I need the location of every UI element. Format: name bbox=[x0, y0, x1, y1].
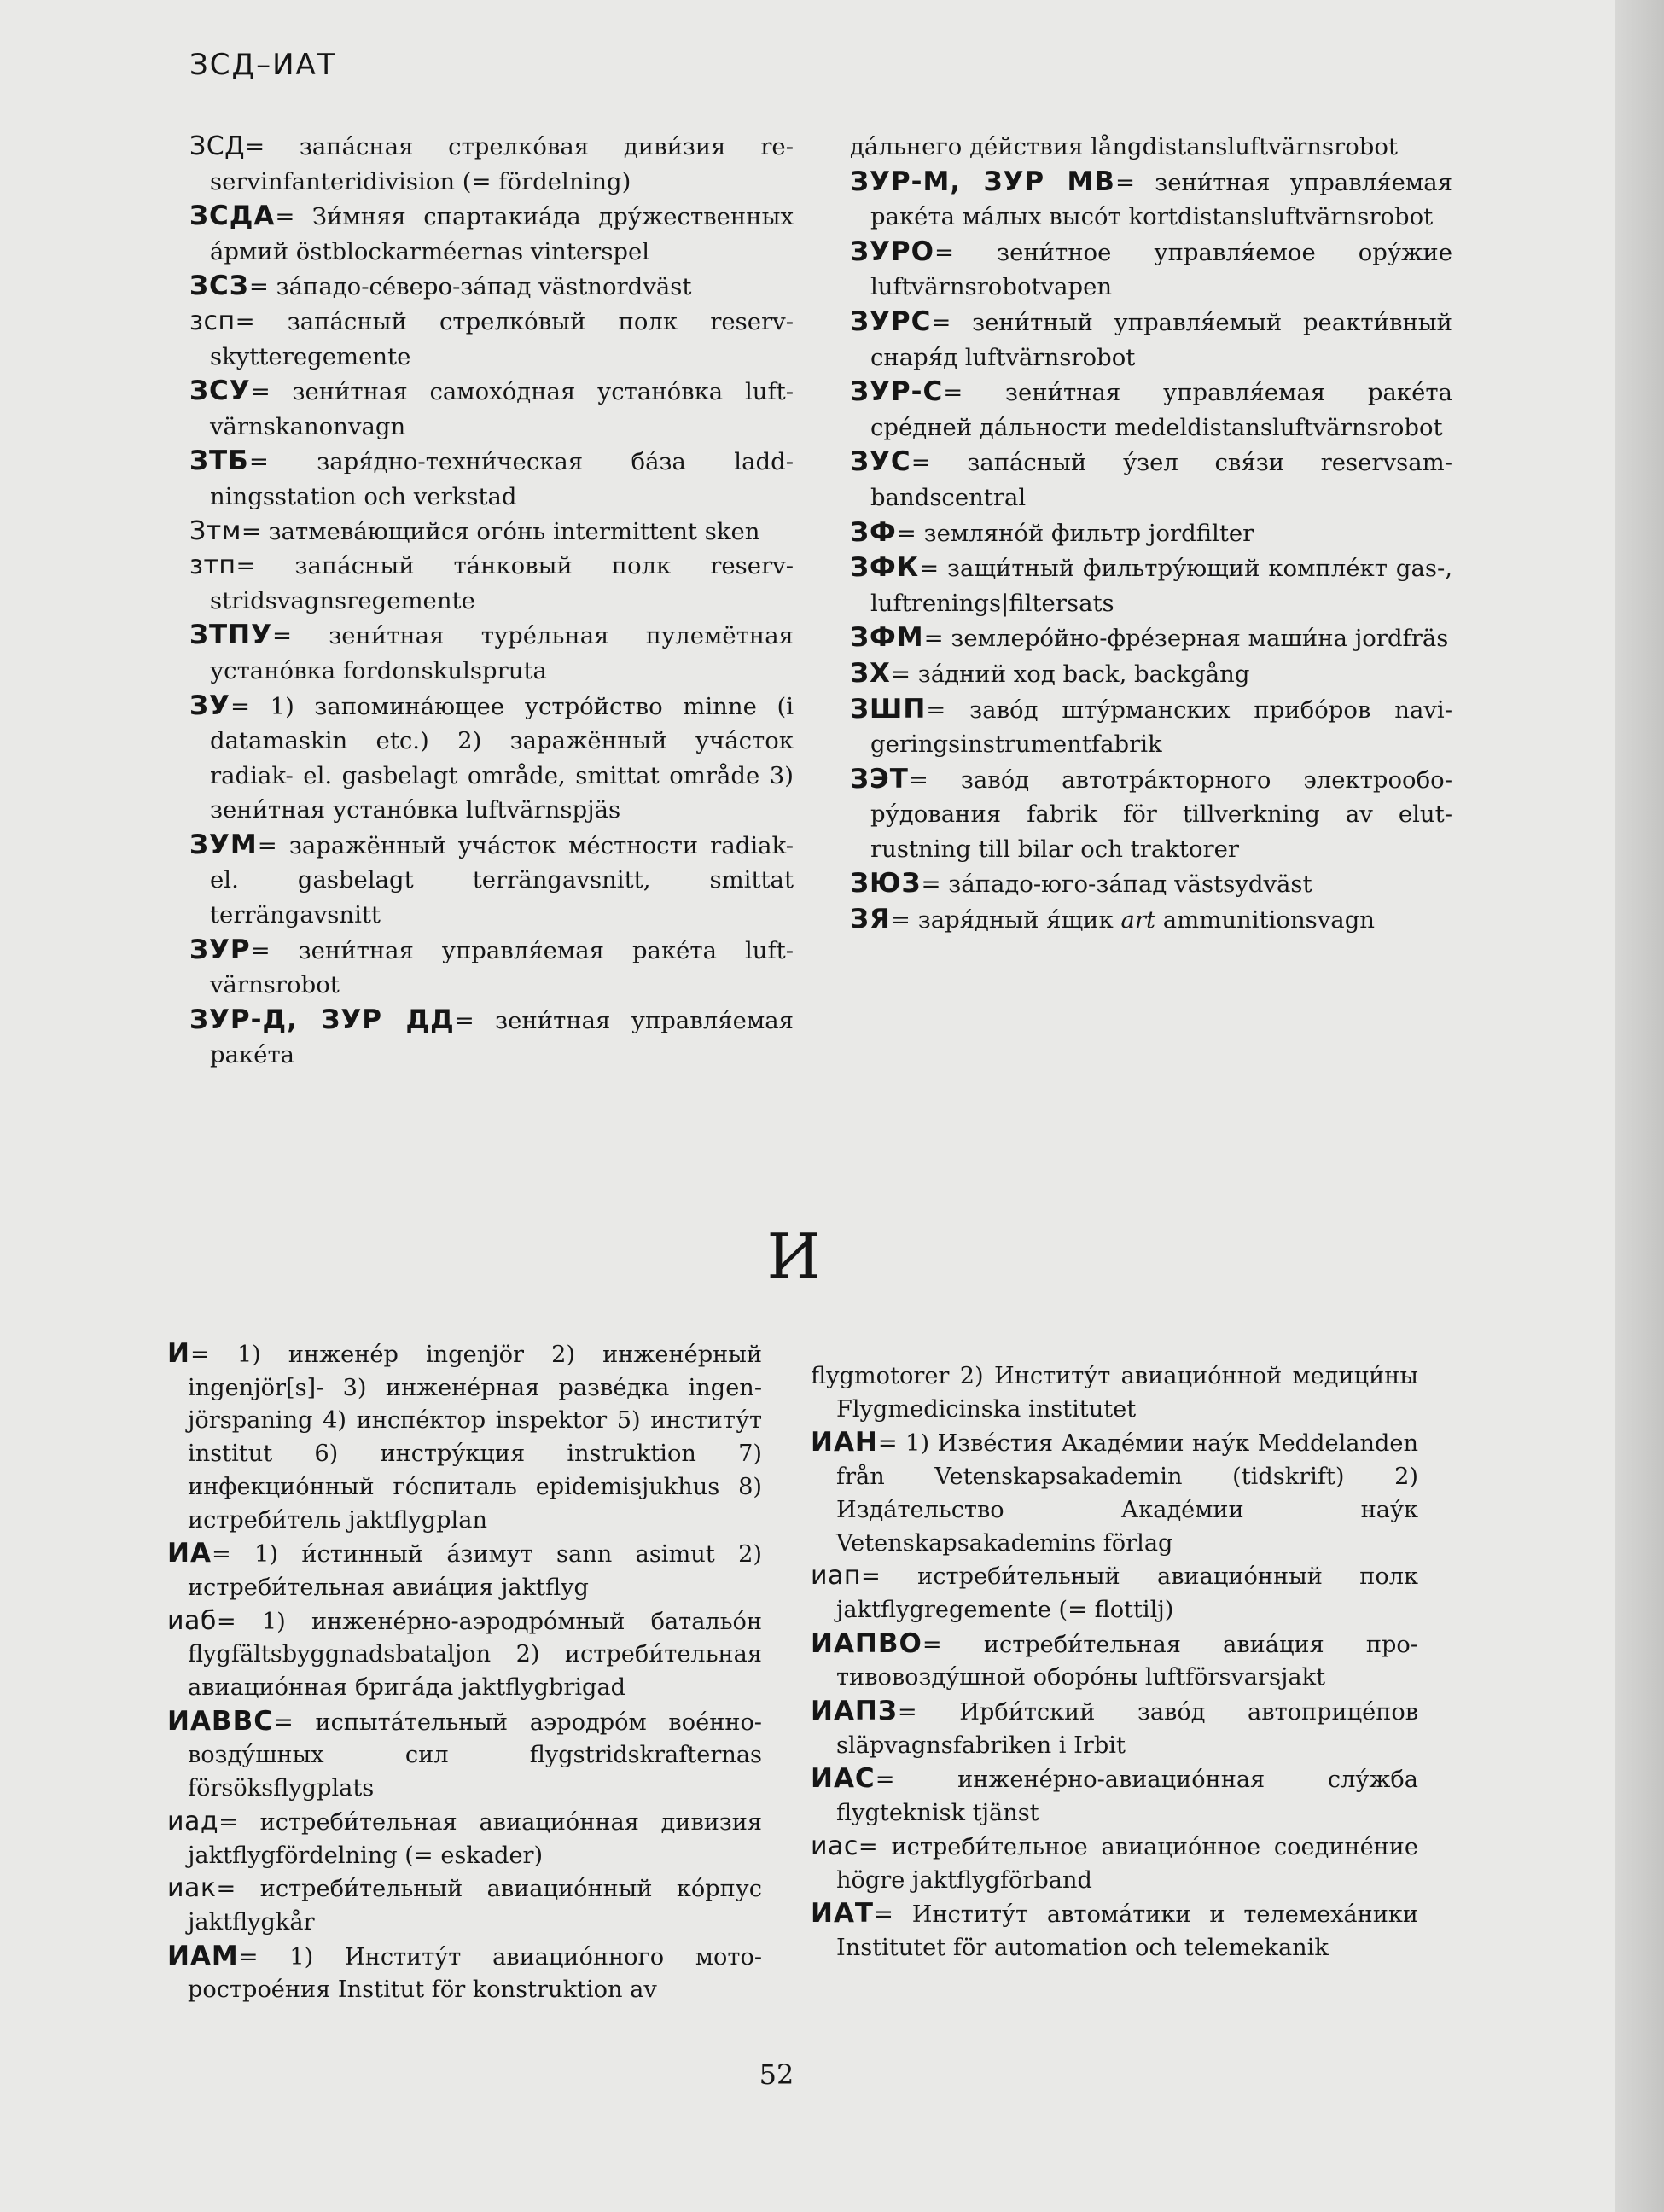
entry-definition: = 1) запомина́ющее устро́йство minne (i datamaskin etc.) 2) заражённый уча́сток radiak- el. gasbelagt område, smittat område 3) зени́тная устано́вка luftvärnspjäs bbox=[210, 692, 794, 824]
entry-headword: ИА bbox=[167, 1538, 212, 1569]
entry-headword: ЗСЗ bbox=[189, 271, 249, 302]
entry-definition: = испыта́тельный аэродро́м вое́нно-возду́шных сил flygstridskrafternas försöksflygplats bbox=[188, 1708, 762, 1802]
dictionary-entry bbox=[167, 1337, 762, 1537]
entry-headword: ЗШП bbox=[850, 693, 927, 725]
dictionary-entry bbox=[811, 1426, 1418, 1560]
entry-definition: = 1) Изве́стия Акаде́мии нау́к Meddelanden från Vetenskapsakademin (tidskrift) 2) Изда́тельство Акаде́мии нау́к Vetenskapsakademins förlag bbox=[836, 1430, 1418, 1557]
entry-definition: = за́падо-се́веро-за́пад västnordväst bbox=[248, 273, 692, 301]
dictionary-entry bbox=[189, 689, 794, 828]
dictionary-entry bbox=[167, 1537, 762, 1604]
entry-headword: иак bbox=[167, 1873, 217, 1904]
dictionary-entry bbox=[811, 1897, 1418, 1965]
entry-definition: = зени́тная управля́емая ракéта luftvärnsrobot bbox=[210, 936, 794, 999]
entry-definition: = запа́сный у́зел свя́зи reservsambandscentral bbox=[870, 449, 1452, 511]
dictionary-entry bbox=[189, 374, 794, 444]
entry-headword: ИАН bbox=[811, 1427, 878, 1458]
entry-definition: = истреби́тельная авиа́ция противовозду́шной оборо́ны luftförsvarsjakt bbox=[836, 1631, 1418, 1691]
dictionary-entry bbox=[850, 550, 1452, 620]
dictionary-entry bbox=[850, 656, 1452, 692]
entry-headword: ЗСДА bbox=[189, 201, 276, 232]
page-edge-shadow bbox=[1615, 0, 1664, 2212]
entry-headword: зсп bbox=[189, 306, 236, 336]
entry-definition: = за́падо-юго-за́пад västsydväst bbox=[921, 870, 1312, 899]
entry-definition: = Ирби́тский заво́д автоприце́пов släpvagnsfabriken i Irbit bbox=[836, 1699, 1418, 1759]
entry-translation: ammunitionsvagn bbox=[1162, 906, 1376, 934]
dictionary-entry bbox=[811, 1762, 1418, 1830]
entry-headword: ИАПВО bbox=[811, 1627, 922, 1659]
dictionary-entry bbox=[189, 199, 794, 269]
entry-definition: = зени́тная управля́емая раке́та сре́дней да́льности medeldistansluftvärnsrobot bbox=[870, 379, 1452, 441]
entry-headword: ЗУ bbox=[189, 690, 230, 721]
entry-definition: = истреби́тельный авиацио́нный ко́рпус jaktflygkår bbox=[188, 1876, 762, 1936]
dictionary-entry bbox=[850, 375, 1452, 445]
entry-headword: ЗУМ bbox=[189, 829, 258, 860]
entry-definition: = зени́тная управля́емая раке́та bbox=[210, 1006, 794, 1069]
entry-definition: = зени́тная управля́емая раке́та ма́лых высо́т kortdistansluftvärnsrobot bbox=[870, 168, 1452, 231]
entry-headword: ЗУРС bbox=[850, 306, 932, 337]
entry-headword: Зтм bbox=[189, 515, 241, 546]
entry-definition: = 1) инжене́рно-аэродро́мный батальо́н flygfältsbyggnadsbataljon 2) истреби́тельная авиацио́нная брига́да jaktflygbrigad bbox=[188, 1608, 762, 1702]
entry-definition: = истреби́тельное авиацио́нное соедине́ние högre jaktflygförband bbox=[836, 1833, 1418, 1894]
entry-definition: = Институ́т автома́тики и телемеха́ники Institutet för automation och telemekanik bbox=[836, 1901, 1418, 1961]
dictionary-entry bbox=[189, 444, 794, 514]
entry-headword: ЗУР-С bbox=[850, 376, 944, 408]
dictionary-entry bbox=[189, 130, 794, 199]
dictionary-entry bbox=[811, 1695, 1418, 1762]
dictionary-entry bbox=[189, 549, 794, 618]
entry-definition: = землянóй фильтр jordfilter bbox=[896, 519, 1254, 547]
entry-headword: иас bbox=[811, 1831, 858, 1861]
dictionary-entry bbox=[167, 1872, 762, 1939]
entry-headword: ЗЮЗ bbox=[850, 868, 922, 899]
entry-definition: = зени́тный управля́емый реакти́вный снаря́д luftvärnsrobot bbox=[870, 308, 1452, 371]
dictionary-entry bbox=[850, 902, 1452, 938]
entry-headword: иап bbox=[811, 1561, 861, 1592]
entry-definition: = заво́д автотра́кторного электрообору́дования fabrik för tillverkning av elutrustning till bilar och traktorer bbox=[870, 765, 1452, 863]
entry-headword: ЗУС bbox=[850, 446, 911, 478]
entry-headword: зтп bbox=[189, 550, 236, 581]
entry-headword: ЗУРО bbox=[850, 236, 934, 267]
entry-definition: = истреби́тельный авиацио́нный полк jaktflygregemente (= flottilj) bbox=[836, 1563, 1418, 1623]
entry-definition: = зени́тная туре́льная пулемётная устано́вка fordonskulspruta bbox=[210, 622, 794, 684]
entry-headword: ЗФМ bbox=[850, 622, 924, 654]
column-bottom-right bbox=[811, 1360, 1418, 1965]
entry-definition: = зени́тная самохо́дная устано́вка luftvärnskanonvagn bbox=[210, 378, 794, 440]
entry-definition: = заво́д шту́рманских прибо́ров navigeringsinstrumentfabrik bbox=[870, 696, 1452, 759]
dictionary-entry bbox=[811, 1360, 1418, 1426]
dictionary-entry bbox=[850, 130, 1452, 165]
entry-definition: = запа́сная стрелко́вая диви́зия reservinfanteridivision (= fördelning) bbox=[210, 133, 794, 195]
entry-definition: = землеро́йно-фре́зерная маши́на jordfräs bbox=[923, 625, 1449, 653]
entry-headword: И bbox=[167, 1338, 190, 1369]
dictionary-entry bbox=[850, 692, 1452, 762]
column-bottom-left bbox=[167, 1337, 762, 2007]
dictionary-entry bbox=[850, 165, 1452, 235]
entry-headword: ЗСД bbox=[189, 131, 246, 161]
dictionary-entry bbox=[811, 1560, 1418, 1627]
entry-definition: = истреби́тельная авиацио́нная дивизия jaktflygfördelning (= eskader) bbox=[188, 1808, 762, 1869]
entry-headword: ИАТ bbox=[811, 1898, 875, 1930]
dictionary-entry bbox=[850, 305, 1452, 375]
entry-definition: = за́дний ход back, backgång bbox=[890, 660, 1250, 688]
running-head: ЗСД–ИАТ bbox=[189, 48, 337, 82]
entry-headword: ИАМ bbox=[167, 1940, 239, 1971]
dictionary-entry bbox=[167, 1806, 762, 1872]
entry-headword: ЗУР-Д, ЗУР ДД bbox=[189, 1004, 455, 1035]
page-number: 52 bbox=[759, 2058, 794, 2091]
entry-headword: ЗУР-М, ЗУР МВ bbox=[850, 166, 1115, 197]
entry-definition: flygmotorer 2) Институ́т авиацио́нной медици́ны Flygmedicinska institutet bbox=[811, 1363, 1418, 1423]
entry-definition: = зени́тное управля́емое ору́жие luftvärnsrobotvapen bbox=[870, 238, 1452, 301]
dictionary-entry bbox=[850, 515, 1452, 551]
column-top-left bbox=[189, 130, 794, 1073]
entry-definition: = 1) и́стинный а́зимут sann asimut 2) истреби́тельная авиа́ция jaktflyg bbox=[188, 1541, 762, 1601]
entry-headword: ИАВВС bbox=[167, 1705, 274, 1737]
entry-headword: ЗТПУ bbox=[189, 620, 273, 651]
entry-definition: = затмева́ющийся ого́нь intermittent sken bbox=[241, 517, 760, 545]
entry-definition: = заражённый уча́сток ме́стности radiak- el. gasbelagt terrängavsnitt, smittat terrängavsnitt bbox=[210, 831, 794, 929]
entry-definition: = Зи́мняя спартакиа́да дру́жественных а́рмий östblockarméernas vinterspel bbox=[210, 203, 794, 265]
dictionary-entry bbox=[167, 1705, 762, 1806]
entry-definition: да́льнего де́йствия långdistansluftvärnsrobot bbox=[850, 133, 1398, 160]
dictionary-entry bbox=[167, 1940, 762, 2007]
column-top-right bbox=[850, 130, 1452, 938]
entry-headword: ЗЭТ bbox=[850, 763, 909, 795]
entry-definition: = заря́дно-техни́ческая ба́за laddningsstation och verkstad bbox=[210, 448, 794, 510]
entry-headword: ИАС bbox=[811, 1763, 876, 1795]
entry-definition: = защи́тный фильтру́ющий компле́кт gas-, luftrenings|filtersats bbox=[870, 555, 1452, 617]
entry-headword: ЗФ bbox=[850, 516, 897, 548]
entry-definition: = заря́дный я́щик bbox=[890, 906, 1114, 934]
dictionary-entry bbox=[850, 762, 1452, 867]
entry-headword: ЗХ bbox=[850, 657, 891, 689]
dictionary-entry bbox=[189, 618, 794, 688]
dictionary-entry bbox=[811, 1831, 1418, 1897]
dictionary-entry bbox=[850, 235, 1452, 305]
entry-headword: иад bbox=[167, 1806, 219, 1837]
dictionary-entry bbox=[189, 269, 794, 305]
dictionary-entry bbox=[850, 620, 1452, 656]
dictionary-entry bbox=[167, 1605, 762, 1705]
section-letter: И bbox=[766, 1220, 821, 1292]
entry-headword: ЗУР bbox=[189, 934, 251, 965]
dictionary-entry bbox=[189, 305, 794, 374]
dictionary-entry bbox=[189, 1003, 794, 1073]
entry-definition: = инжене́рно-авиацио́нная слу́жба flygteknisk tjänst bbox=[836, 1767, 1418, 1827]
dictionary-entry bbox=[189, 515, 794, 550]
entry-headword: ЗЯ bbox=[850, 904, 891, 935]
dictionary-entry bbox=[850, 866, 1452, 902]
entry-headword: иаб bbox=[167, 1605, 217, 1636]
entry-headword: ЗФК bbox=[850, 552, 920, 584]
dictionary-entry bbox=[189, 933, 794, 1003]
dictionary-entry bbox=[850, 445, 1452, 515]
entry-domain-label: art bbox=[1120, 906, 1156, 934]
dictionary-entry bbox=[189, 828, 794, 933]
entry-definition: = запа́сный та́нковый полк reservstridsvagnsregemente bbox=[210, 552, 794, 614]
entry-headword: ЗСУ bbox=[189, 375, 251, 407]
entry-definition: = запа́сный стрелко́вый полк reservskytteregemente bbox=[210, 307, 794, 370]
entry-definition: = 1) инжене́р ingenjör 2) инжене́рный ingenjör[s]- 3) инжене́рная разве́дка ingenjörspaning 4) инспе́ктор inspektor 5) институ́т institut 6) инстру́кция instruktion 7) инфекцио́нный го́спиталь epidemisjukhus 8) истреби́тель jaktflygplan bbox=[188, 1342, 762, 1534]
entry-headword: ЗТБ bbox=[189, 445, 249, 477]
entry-definition: = 1) Институ́т авиацио́нного моторостроéния Institut för konstruktion av bbox=[188, 1943, 762, 2004]
dictionary-entry bbox=[811, 1627, 1418, 1695]
entry-headword: ИАПЗ bbox=[811, 1696, 898, 1727]
